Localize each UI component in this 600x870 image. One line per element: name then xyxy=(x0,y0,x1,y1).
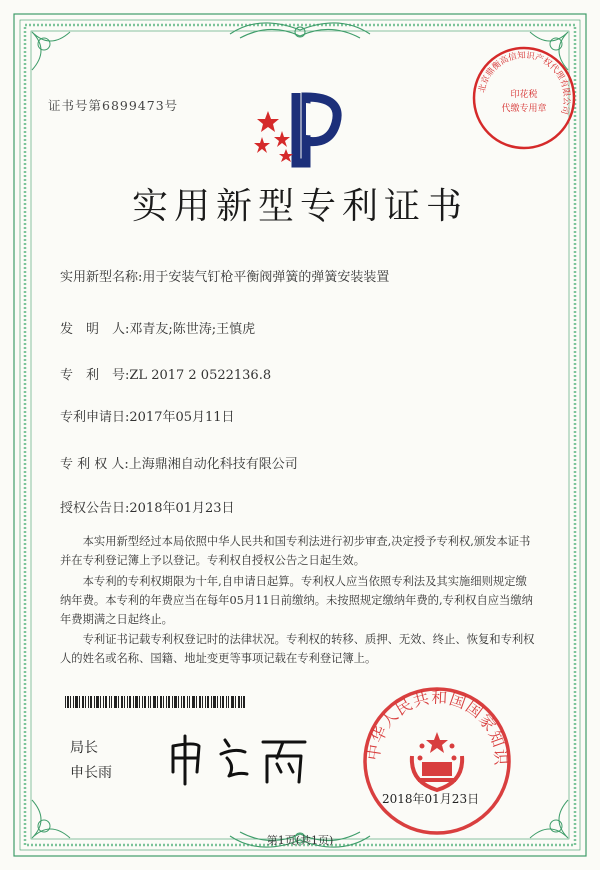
field-label: 授权公告日: xyxy=(60,501,130,516)
field-patentee xyxy=(60,453,298,472)
field-label: 实用新型名称: xyxy=(60,270,143,285)
field-patent-number xyxy=(60,364,271,383)
field-inventors xyxy=(60,318,255,337)
tax-stamp-seal xyxy=(471,45,577,151)
page-number: 第1页(共1页) xyxy=(266,834,334,847)
paragraph-legal-status: 专利证书记载专利权登记时的法律状况。专利权的转移、质押、无效、终止、恢复和专利权人的姓名或名称、国籍、地址变更等事项记载在专利登记簿上。 xyxy=(60,633,535,665)
certificate-number: 证书号第6899473号 xyxy=(48,98,179,113)
field-value: 邓青友;陈世涛;王慎虎 xyxy=(129,322,256,337)
field-application-date xyxy=(60,406,235,425)
svg-text:印花税: 印花税 xyxy=(510,90,538,100)
director-name: 申长雨 xyxy=(70,765,112,781)
field-value: ZL 2017 2 0522136.8 xyxy=(129,368,272,383)
patent-office-logo xyxy=(248,83,348,173)
field-value: 2018年01月23日 xyxy=(129,501,235,516)
page-title: 实用新型专利证书 xyxy=(131,186,468,227)
svg-text:北京鼎衡高信知识产权代理有限公司: 北京鼎衡高信知识产权代理有限公司 xyxy=(477,50,572,116)
handwritten-signature xyxy=(165,728,315,788)
svg-text:中华人民共和国国家知识产权局: 中华人民共和国国家知识 xyxy=(363,687,511,767)
paragraph-grant-notice: 本实用新型经过本局依照中华人民共和国专利法进行初步审查,决定授予专利权,颁发本证书并在专利登记簿上予以登记。专利权自授权公告之日起生效。 xyxy=(60,535,531,567)
svg-text:代缴专用章: 代缴专用章 xyxy=(501,104,547,114)
barcode xyxy=(65,693,245,705)
field-value: 2017年05月11日 xyxy=(129,410,235,425)
field-label: 专 利 权 人: xyxy=(60,457,129,472)
national-ip-office-seal xyxy=(362,686,512,836)
field-value: 上海鼎湘自动化科技有限公司 xyxy=(128,457,298,472)
director-title: 局长 xyxy=(70,740,98,756)
field-label: 发 明 人: xyxy=(60,322,130,337)
field-label: 专利申请日: xyxy=(60,410,130,425)
field-label: 专 利 号: xyxy=(60,368,130,383)
paragraph-term-notice: 本专利的专利权期限为十年,自申请日起算。专利权人应当依照专利法及其实施细则规定缴纳年费。本专利的年费应当在每年05月11日前缴纳。未按照规定缴纳年费的,专利权自应当缴纳年费期满之日起终止。 xyxy=(60,575,533,626)
seal-date: 2018年01月23日 xyxy=(382,792,480,806)
field-grant-date xyxy=(60,497,235,516)
field-utility-model-name xyxy=(60,266,389,285)
field-value: 用于安装气钉枪平衡阀弹簧的弹簧安装装置 xyxy=(142,270,390,285)
